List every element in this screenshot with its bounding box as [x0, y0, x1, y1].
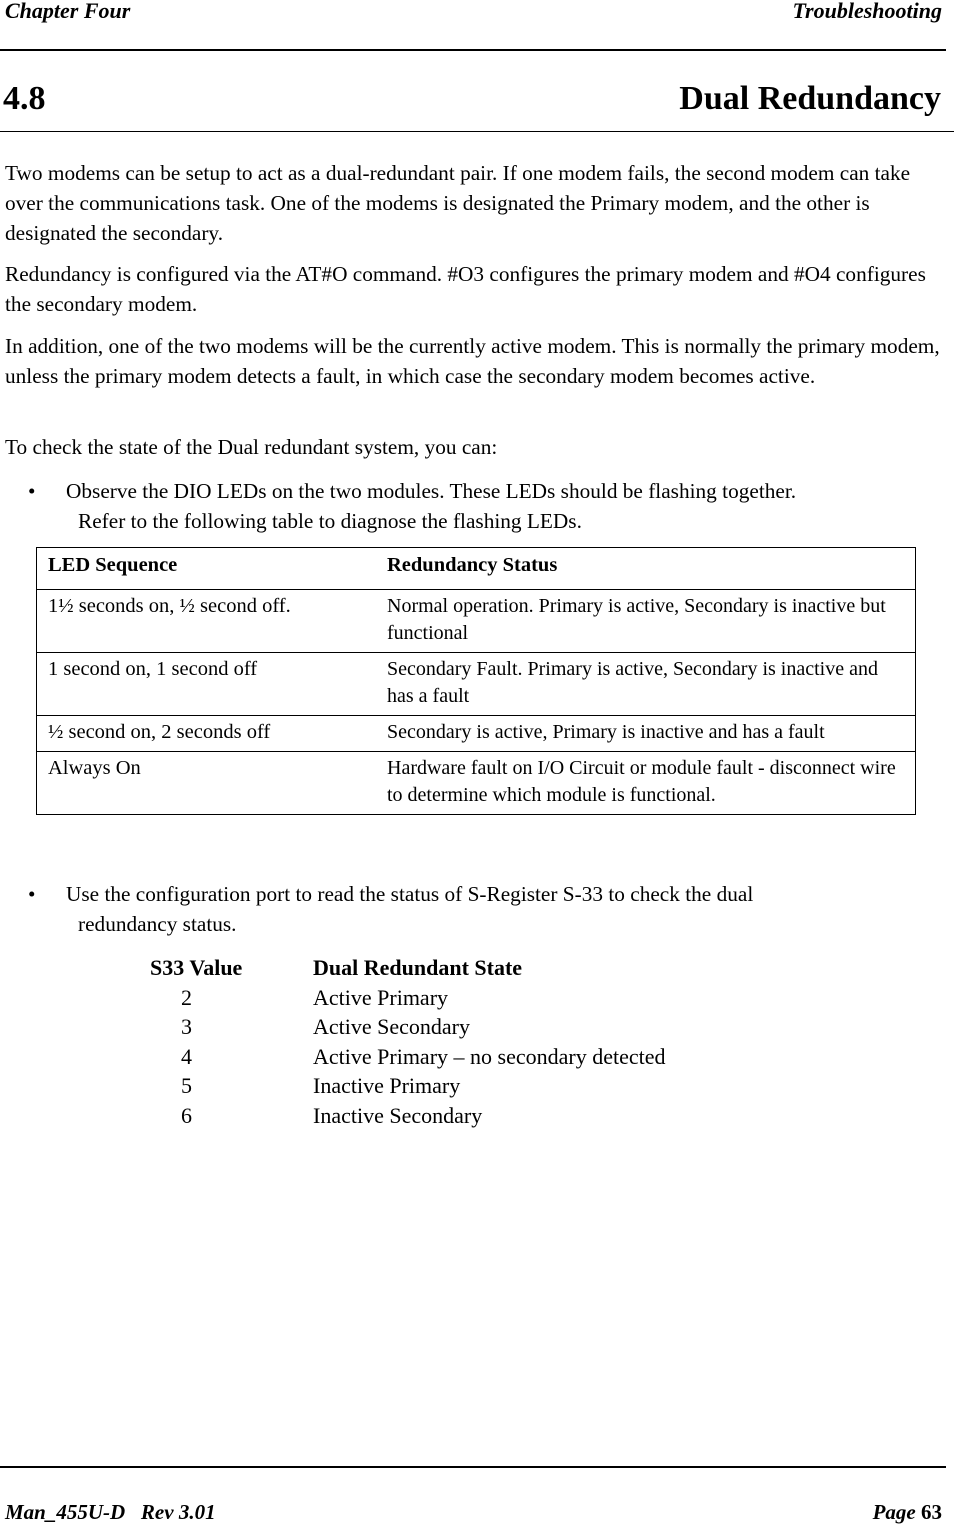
bullet-text-line2: redundancy status.: [78, 912, 237, 936]
table-row: [37, 716, 916, 752]
s33-row: [150, 983, 665, 1013]
s33-row: [150, 1042, 665, 1072]
s33-value: 5: [181, 1073, 192, 1098]
bullet-text-line1: Use the configuration port to read the status of S-Register S-33 to check the dual: [66, 882, 754, 906]
header-rule: [0, 49, 946, 51]
table-cell: Always On: [37, 752, 378, 815]
table-cell: ½ second on, 2 seconds off: [37, 716, 378, 752]
paragraph-active: In addition, one of the two modems will be the currently active modem. This is normally the primary modem, unless the primary modem detects a fault, in which case the secondary modem becomes active.: [5, 334, 940, 388]
table-header-row: [37, 548, 916, 590]
footer-page: [873, 1500, 942, 1525]
s33-state: Active Secondary: [313, 1014, 470, 1039]
footer-page-label: Page: [872, 1500, 916, 1524]
bullet-observe-leds: [28, 476, 938, 536]
section-number: 4.8: [3, 80, 46, 117]
bullet-symbol: •: [28, 479, 36, 503]
table-cell: 1½ seconds on, ½ second off.: [37, 590, 378, 653]
table-row: [37, 590, 916, 653]
paragraph-check: To check the state of the Dual redundant system, you can:: [5, 435, 498, 459]
table-cell: Hardware fault on I/O Circuit or module fault - disconnect wire to determine which module is functional.: [377, 752, 916, 815]
led-status-table: [36, 547, 916, 815]
s33-header-row: [150, 953, 665, 983]
paragraph-config: Redundancy is configured via the AT#O command. #O3 configures the primary modem and #O4 configures the secondary modem.: [5, 262, 926, 316]
header-chapter: Chapter Four: [5, 0, 131, 23]
bullet-text-line2: Refer to the following table to diagnose the flashing LEDs.: [78, 509, 582, 533]
section-title: Dual Redundancy: [679, 80, 941, 117]
s33-value-table: [150, 953, 665, 1130]
footer-doc-id: Man_455U-D Rev 3.01: [5, 1500, 216, 1524]
header-section: Troubleshooting: [792, 0, 942, 23]
bullet-config-port: [28, 879, 938, 939]
footer-page-number: 63: [921, 1500, 942, 1524]
footer-rule: [0, 1466, 946, 1468]
table-cell: Normal operation. Primary is active, Secondary is inactive but functional: [377, 590, 916, 653]
s33-value: 2: [181, 984, 192, 1010]
table-cell: 1 second on, 1 second off: [37, 653, 378, 716]
s33-value: 3: [181, 1014, 192, 1039]
s33-row: [150, 1012, 665, 1042]
table-row: [37, 653, 916, 716]
column-header-redundancy-status: Redundancy Status: [377, 548, 916, 590]
s33-header-state: Dual Redundant State: [313, 955, 523, 980]
s33-state: Inactive Primary: [313, 1073, 461, 1098]
title-rule: [0, 131, 954, 132]
s33-value: 4: [181, 1043, 192, 1069]
table-cell: Secondary Fault. Primary is active, Secondary is inactive and has a fault: [377, 653, 916, 716]
bullet-text-line1: Observe the DIO LEDs on the two modules. These LEDs should be flashing together.: [66, 479, 797, 503]
s33-state: Active Primary: [313, 984, 449, 1010]
table-cell: Secondary is active, Primary is inactive and has a fault: [377, 716, 916, 752]
s33-row: [150, 1101, 665, 1131]
s33-state: Active Primary – no secondary detected: [313, 1043, 666, 1069]
paragraph-intro: Two modems can be setup to act as a dual-redundant pair. If one modem fails, the second modem can take over the communications task. One of the modems is designated the Primary modem, and the other is designated the secondary.: [5, 161, 911, 245]
s33-value: 6: [181, 1102, 192, 1128]
column-header-led-sequence: LED Sequence: [37, 548, 378, 590]
table-row: [37, 752, 916, 815]
s33-state: Inactive Secondary: [313, 1102, 483, 1128]
bullet-symbol: •: [28, 882, 36, 906]
s33-row: [150, 1071, 665, 1101]
s33-header-value: S33 Value: [150, 955, 243, 980]
